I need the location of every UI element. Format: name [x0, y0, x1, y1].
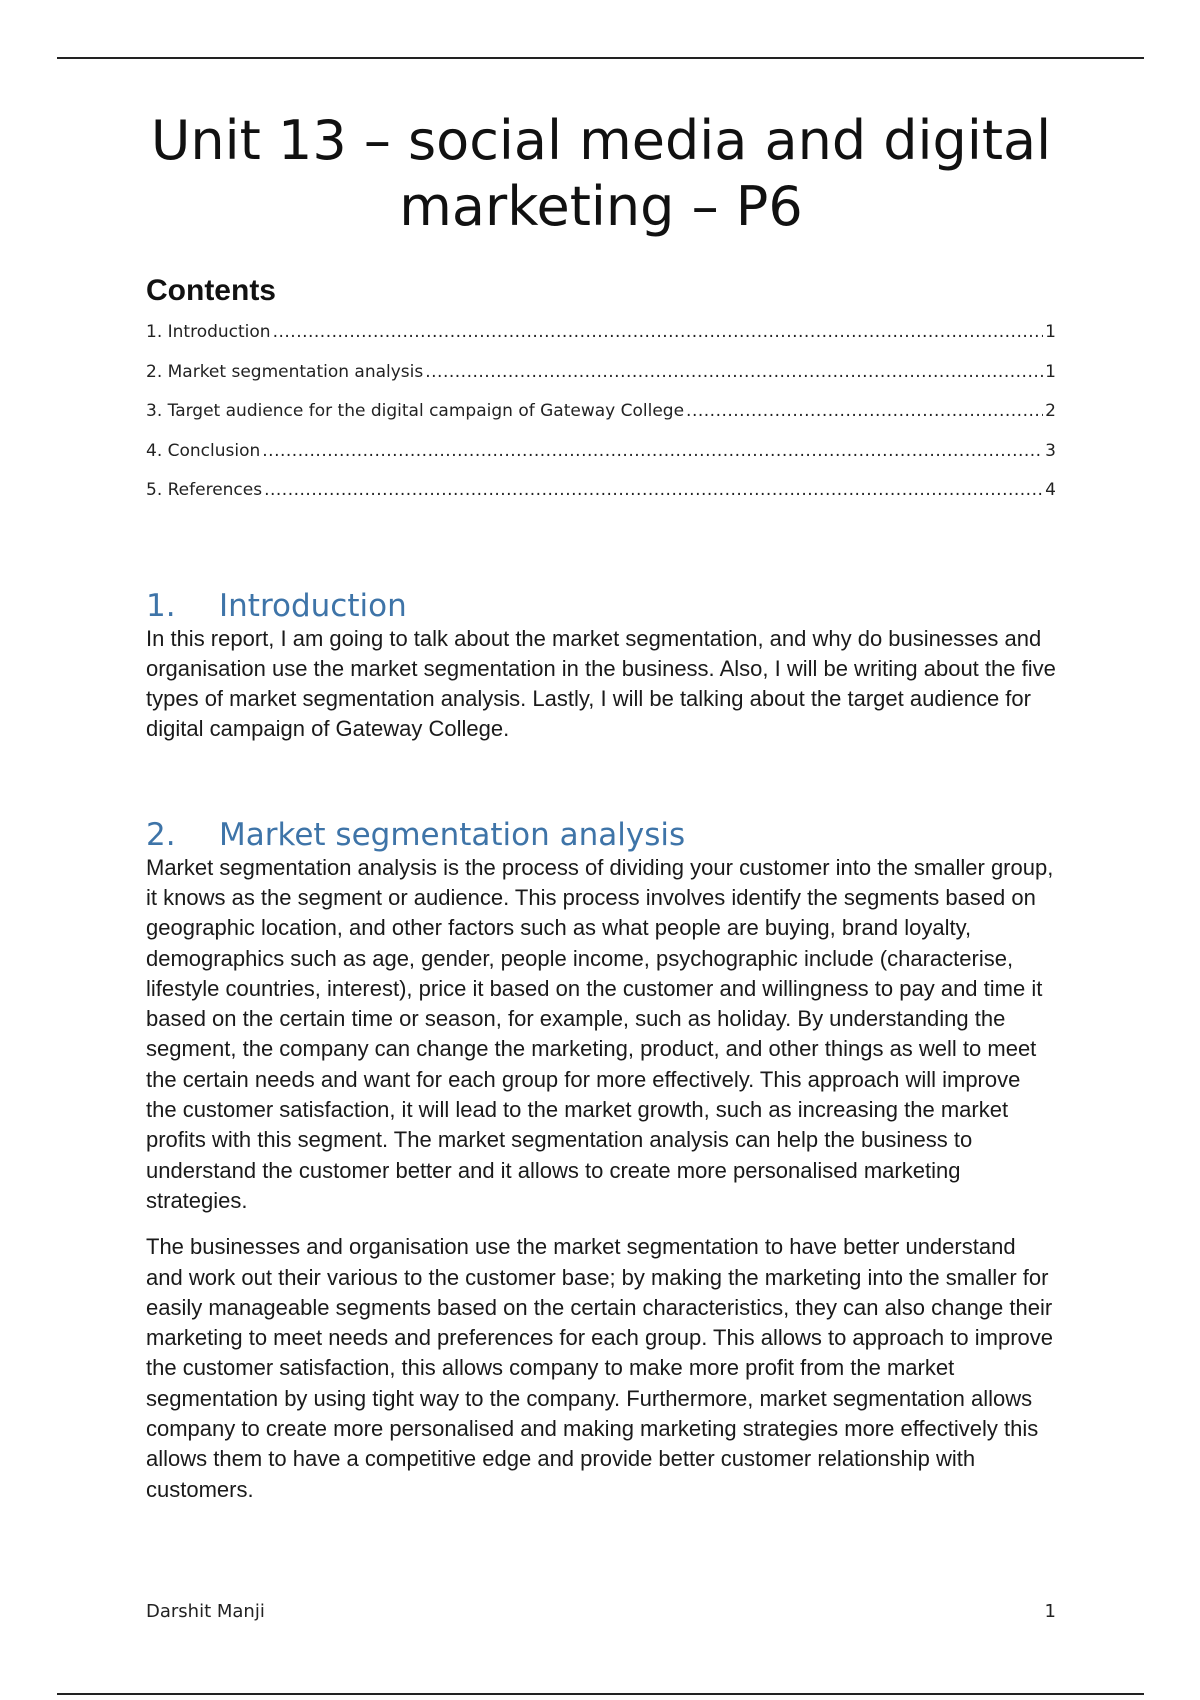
toc-dot-leader: [262, 441, 1043, 461]
toc-entry-label: 2. Market segmentation analysis: [146, 361, 424, 382]
toc-entry-conclusion[interactable]: [146, 441, 1056, 481]
footer-author: Darshit Manji: [146, 1601, 265, 1622]
header-rule: [57, 57, 1144, 59]
toc-entry-page: 1: [1045, 322, 1056, 342]
toc-entry-target-audience[interactable]: [146, 401, 1056, 441]
section-title: Introduction: [219, 587, 407, 624]
toc-entry-page: 1: [1045, 361, 1056, 382]
toc-entry-label: 3. Target audience for the digital campaign of Gateway College: [146, 401, 685, 421]
section-title: Market segmentation analysis: [219, 816, 686, 853]
toc-entry-introduction[interactable]: [146, 322, 1056, 362]
toc-dot-leader: [425, 362, 1043, 382]
toc-entry-page: 3: [1045, 440, 1056, 461]
toc-entry-label: 4. Conclusion: [146, 440, 261, 461]
page-footer: [146, 1601, 1056, 1622]
toc-entry-label: 5. References: [146, 480, 263, 500]
section-heading-market-segmentation: [146, 817, 1056, 853]
section-heading-introduction: [146, 588, 1056, 624]
footer-rule: [57, 1693, 1144, 1695]
section-number: 1.: [146, 587, 176, 624]
toc-entry-label: 1. Introduction: [146, 322, 271, 342]
toc-heading: Contents: [146, 274, 276, 307]
toc-entry-references[interactable]: [146, 480, 1056, 520]
footer-page-number: 1: [1044, 1601, 1056, 1622]
introduction-paragraph: In this report, I am going to talk about the market segmentation, and why do businesses and organisation use the market segmentation in the business. Also, I will be writing about the five types of market segmentation analysis. Lastly, I will be talking about the target audience for digital campaign of Gateway College.: [146, 625, 1056, 742]
section-number: 2.: [146, 816, 176, 853]
toc-entry-page: 4: [1045, 480, 1056, 500]
toc-entry-page: 2: [1045, 401, 1056, 421]
market-segmentation-paragraph: The businesses and organisation use the market segmentation to have better understand and work out their various to the customer base; by making the marketing into the smaller for easily manageable segments based on the certain characteristics, they can also change their marketing to meet needs and preferences for each group. This allows to approach to improve the customer satisfaction, this allows company to make more profit from the market segmentation by using tight way to the company. Furthermore, market segmentation allows company to create more personalised and making marketing strategies more effectively this allows them to have a competitive edge and provide better customer relationship with customers.: [146, 1234, 1053, 1502]
market-segmentation-paragraph: Market segmentation analysis is the process of dividing your customer into the smaller group, it knows as the segment or audience. This process involves identify the segments based on geographic location, and other factors such as what people are buying, brand loyalty, demographics such as age, gender, people income, psychographic include (characterise, lifestyle countries, interest), price it based on the customer and willingness to pay and time it based on the certain time or season, for example, such as holiday. By understanding the segment, the company can change the marketing, product, and other things as well to meet the certain needs and want for each group for more effectively. This approach will improve the customer satisfaction, it will lead to the market growth, such as increasing the market profits with this segment. The market segmentation analysis can help the business to understand the customer better and it allows to create more personalised marketing strategies.: [146, 854, 1054, 1213]
document-title: Unit 13 – social media and digital marketing – P6: [150, 109, 1052, 238]
toc-dot-leader: [264, 480, 1043, 500]
toc-dot-leader: [273, 322, 1044, 342]
toc-dot-leader: [686, 401, 1043, 421]
toc-entry-market-segmentation[interactable]: [146, 362, 1056, 402]
page-content: [146, 108, 1056, 1505]
table-of-contents: [146, 322, 1056, 520]
